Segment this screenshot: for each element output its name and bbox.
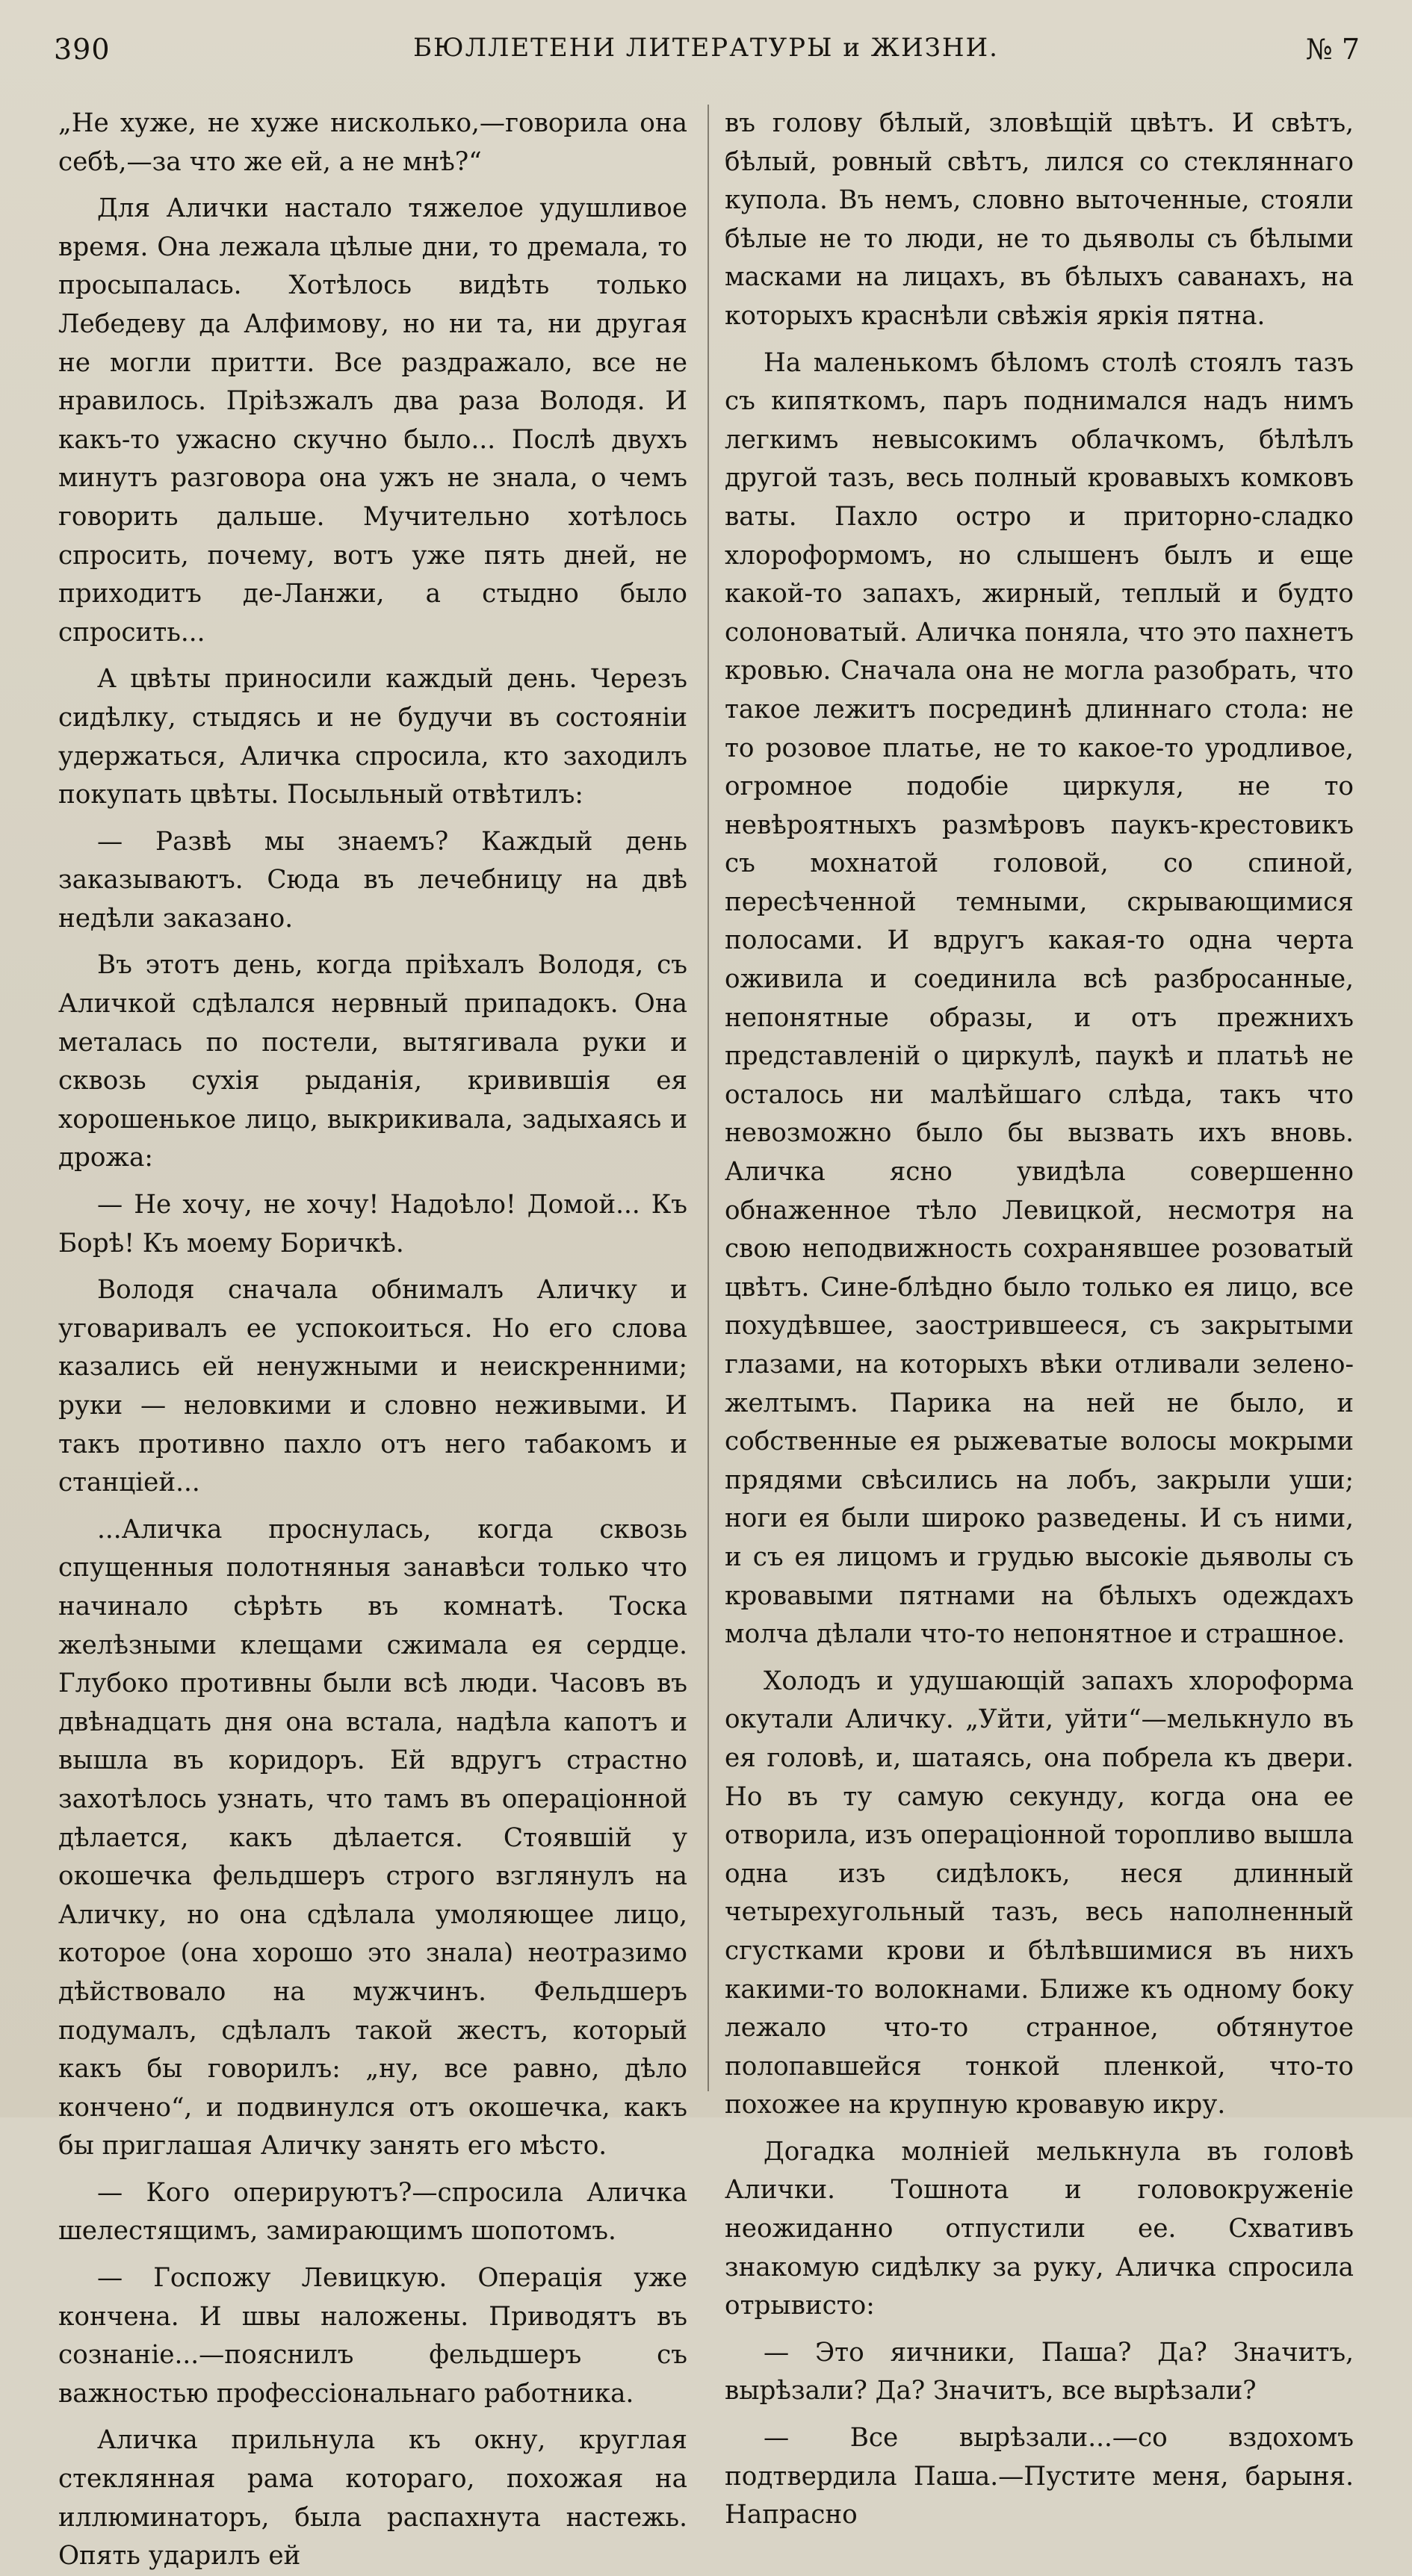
paragraph: „Не хуже, не хуже нисколько,—говорила она себѣ,—за что же ей, а не мнѣ?“ — [58, 108, 687, 177]
paragraph: Володя сначала обнималъ Аличку и уговаривалъ ее успокоиться. Но его слова казались ей ненужными и неискренними; руки — неловкими и словно неживыми. И такъ противно пахло отъ него табакомъ и станціей... — [58, 1275, 687, 1498]
paragraph: А цвѣты приносили каждый день. Черезъ сидѣлку, стыдясь и не будучи въ состояніи удержаться, Аличка спросила, кто заходилъ покупать цвѣты. Посыльный отвѣтилъ: — [58, 664, 687, 810]
issue-number: № 7 — [1305, 33, 1360, 66]
paragraph: Холодъ и удушающій запахъ хлороформа окутали Аличку. „Уйти, уйти“—мелькнуло въ ея головѣ, и, шатаясь, она побрела къ двери. Но въ ту самую секунду, когда она ее отворила, изъ операціонной торопливо вышла одна изъ сидѣлокъ, неся длинный четырехугольный тазъ, весь наполненный сгустками крови и бѣлѣвшимися въ нихъ какими-то волокнами. Ближе къ одному боку лежало что-то странное, обтянутое полопавшейся тонкой пленкой, что-то похожее на крупную кровавую икру. — [725, 1666, 1354, 2120]
paragraph: Догадка молніей мелькнула въ головѣ Алички. Тошнота и головокруженіе неожиданно отпустили ее. Схвативъ знакомую сидѣлку за руку, Аличка спросила отрывисто: — [725, 2136, 1354, 2321]
paragraph: Аличка прильнула къ окну, круглая стеклянная рама котораго, похожая на иллюминаторъ, была распахнута настежь. Опять ударилъ ей — [58, 2425, 687, 2572]
paragraph: Въ этотъ день, когда пріѣхалъ Володя, съ Аличкой сдѣлался нервный припадокъ. Она металась по постели, вытягивала руки и сквозь сухія рыданія, кривившія ея хорошенькое лицо, выкрикивала, задыхаясь и дрожа: — [58, 950, 687, 1173]
paragraph: въ голову бѣлый, зловѣщій цвѣтъ. И свѣтъ, бѣлый, ровный свѣтъ, лился со стекляннаго купола. Въ немъ, словно выточенные, стояли бѣлые не то люди, не то дьяволы съ бѣлыми масками на лицахъ, въ бѣлыхъ саванахъ, на которыхъ краснѣли свѣжія яркія пятна. — [725, 108, 1354, 331]
right-column — [725, 105, 1354, 2530]
running-title: БЮЛЛЕТЕНИ ЛИТЕРАТУРЫ и ЖИЗНИ. — [413, 33, 999, 63]
paragraph: Для Алички настало тяжелое удушливое время. Она лежала цѣлые дни, то дремала, то просыпалась. Хотѣлось видѣть только Лебедеву да Алфимову, но ни та, ни другая не могли притти. Все раздражало, все не нравилось. Пріѣзжалъ два раза Володя. И какъ-то ужасно скучно было... Послѣ двухъ минутъ разговора она ужъ не знала, о чемъ говорить дальше. Мучительно хотѣлось спросить, почему, вотъ уже пять дней, не приходитъ де-Ланжи, а стыдно было спросить... — [58, 193, 687, 648]
paragraph: На маленькомъ бѣломъ столѣ стоялъ тазъ съ кипяткомъ, паръ поднимался надъ нимъ легкимъ невысокимъ облачкомъ, бѣлѣлъ другой тазъ, весь полный кровавыхъ комковъ ваты. Пахло остро и приторно-сладко хлороформомъ, но слышенъ былъ и еще какой-то запахъ, жирный, теплый и будто солоноватый. Аличка поняла, что это пахнетъ кровью. Сначала она не могла разобрать, что такое лежитъ посрединѣ длиннаго стола: не то розовое платье, не то какое-то уродливое, огромное подобіе циркуля, не то невѣроятныхъ размѣровъ паукъ-крестовикъ съ мохнатой головой, со спиной, пересѣченной темными, скрывающимися полосами. И вдругъ какая-то одна черта оживила и соединила всѣ разбросанные, непонятные образы, и отъ прежнихъ представленій о циркулѣ, паукѣ и платьѣ не осталось ни малѣйшаго слѣда, такъ что невозможно было бы вызвать ихъ вновь. Аличка ясно увидѣла совершенно обнаженное тѣло Левицкой, несмотря на свою неподвижность сохранявшее розоватый цвѣтъ. Сине-блѣдно было только ея лицо, все похудѣвшее, заострившееся, съ закрытыми глазами, на которыхъ вѣки отливали зелено-желтымъ. Парика на ней не было, и собственные ея рыжеватые волосы мокрыми прядями свѣсились на лобъ, закрыли уши; ноги ея были широко разведены. И съ ними, и съ ея лицомъ и грудью высокіе дьяволы съ кровавыми пятнами на бѣлыхъ одеждахъ молча дѣлали что-то непонятное и страшное. — [725, 347, 1354, 1650]
paragraph: — Это яичники, Паша? Да? Значитъ, вырѣзали? Да? Значитъ, все вырѣзали? — [725, 2337, 1354, 2406]
paragraph: — Все вырѣзали...—со вздохомъ подтвердила Паша.—Пустите меня, барыня. Напрасно — [725, 2423, 1354, 2530]
page-number: 390 — [54, 33, 111, 66]
paragraph: — Кого оперируютъ?—спросила Аличка шелестящимъ, замирающимъ шопотомъ. — [58, 2177, 687, 2247]
left-column — [58, 105, 687, 2572]
paragraph: — Развѣ мы знаемъ? Каждый день заказываютъ. Сюда въ лечебницу на двѣ недѣли заказано. — [58, 826, 687, 934]
page-header — [46, 25, 1366, 70]
paragraph: — Госпожу Левицкую. Операція уже кончена. И швы наложены. Приводятъ въ сознаніе...—пояснилъ фельдшеръ съ важностью профессіональнаго работника. — [58, 2263, 687, 2409]
column-divider — [707, 105, 709, 2091]
paragraph: ...Аличка проснулась, когда сквозь спущенныя полотняныя занавѣси только что начинало сѣрѣть въ комнатѣ. Тоска желѣзными клещами сжимала ея сердце. Глубоко противны были всѣ люди. Часовъ въ двѣнадцать дня она встала, надѣла капотъ и вышла въ коридоръ. Ей вдругъ страстно захотѣлось узнать, что тамъ въ операціонной дѣлается, какъ дѣлается. Стоявшій у окошечка фельдшеръ строго взглянулъ на Аличку, но она сдѣлала умоляющее лицо, которое (она хорошо это знала) неотразимо дѣйствовало на мужчинъ. Фельдшеръ подумалъ, сдѣлалъ такой жестъ, который какъ бы говорилъ: „ну, все равно, дѣло кончено“, и подвинулся отъ окошечка, какъ бы приглашая Аличку занять его мѣсто. — [58, 1514, 687, 2161]
paragraph: — Не хочу, не хочу! Надоѣло! Домой... Къ Борѣ! Къ моему Боричкѣ. — [58, 1190, 687, 1258]
